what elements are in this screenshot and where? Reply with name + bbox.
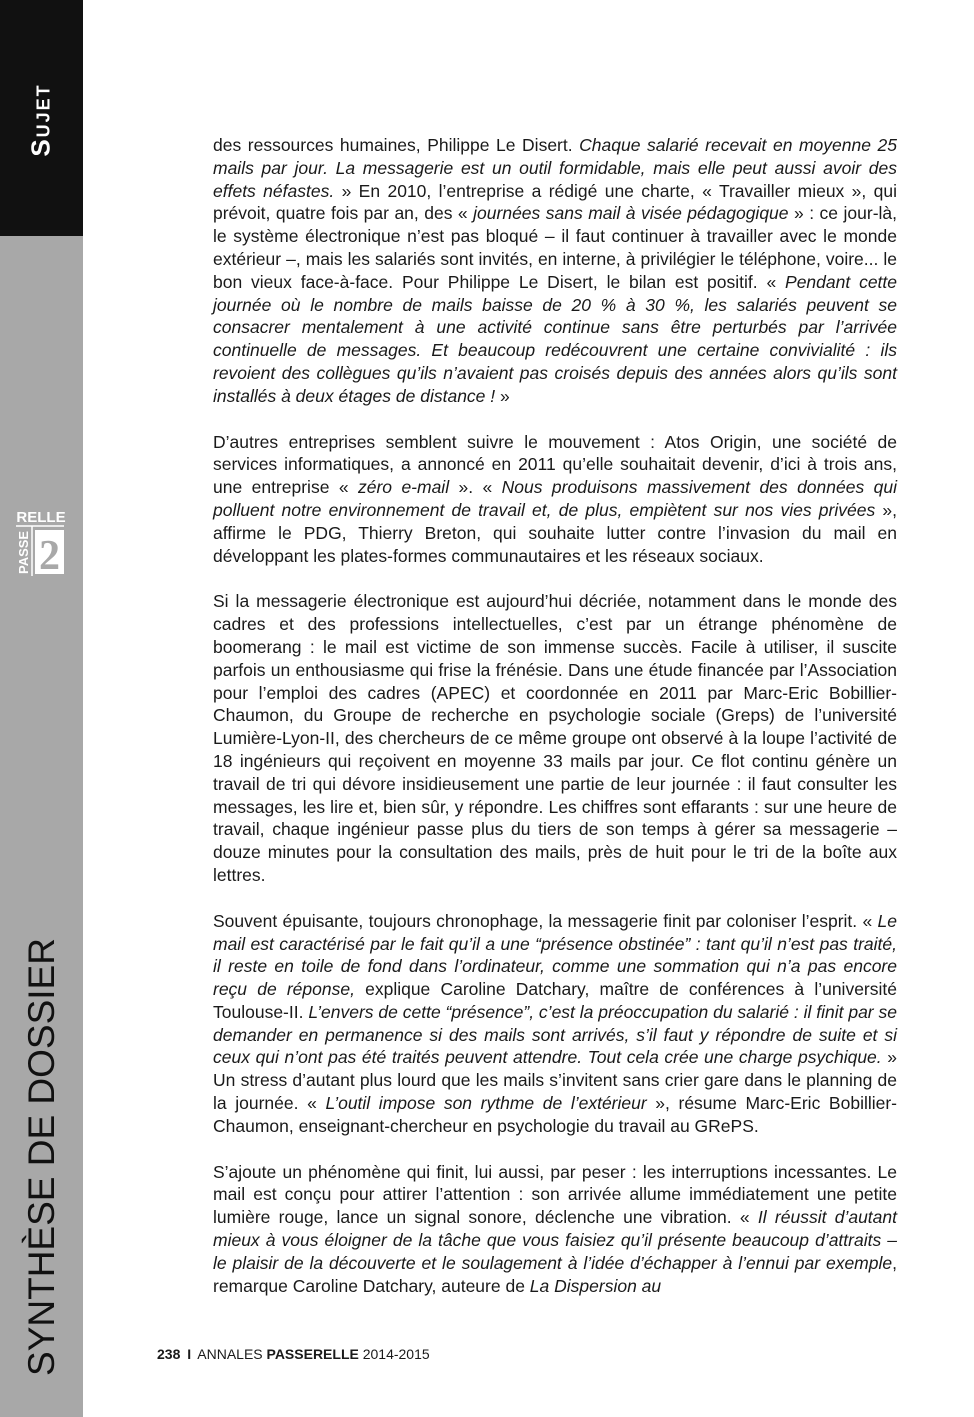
footer-prefix: ANNALES	[197, 1346, 267, 1362]
logo-text-side: PASSE	[16, 530, 31, 574]
footer-years: 2014-2015	[358, 1346, 430, 1362]
footer-brand: PASSERELLE	[266, 1346, 359, 1362]
paragraph	[213, 590, 897, 886]
text-run: » : ce jour-là, le système électronique n’est pas bloqué – il faut continuer à travailler avec le monde extérieur –, mais les salariés sont invités, en interne, à privilégier le téléphone, voire... le bon vieux face-à-face. Pour Philippe Le Disert, le bilan est positif. «	[213, 203, 898, 292]
text-run: »	[495, 385, 510, 406]
text-run: , remarque Caroline Datchary, auteure de	[213, 1252, 897, 1296]
text-run: » En 2010, l’entreprise a rédigé une charte, « Travailler mieux », qui prévoit, quatre fois par an, des «	[213, 180, 897, 224]
text-run: », affirme le PDG, Thierry Breton, qui souhaite lutter contre l’invasion du mail en développant les plates-formes communautaires et les réseaux sociaux.	[213, 499, 897, 566]
logo-number: 2	[39, 533, 60, 576]
italic-run: Chaque salarié recevait en moyenne 25 mails par jour. La messagerie est un outil formidable, mais elle peut aussi avoir des effets néfastes.	[213, 135, 897, 201]
paragraph	[213, 134, 897, 408]
section-type-label: Sujet	[25, 83, 56, 157]
italic-run: L’outil impose son rythme de l’extérieur	[325, 1093, 647, 1114]
italic-run: journées sans mail à visée pédagogique	[473, 203, 789, 224]
paragraph	[213, 1161, 897, 1298]
italic-run: Pendant cette journée où le nombre de mails baisse de 20 % à 30 %, les salariés peuvent se consacrer mentalement à une activité continue sans être perturbés par l’arrivée continuelle de messages. Et beaucoup redécouvrent une certaine convivialité : ils revoient des collègues qu’ils n’avaient pas croisés depuis des années alors qu’ils sont installés à deux étages de distance !	[213, 271, 898, 406]
text-run: S’ajoute un phénomène qui finit, lui aussi, par peser : les interruptions incessantes. Le mail est conçu pour attirer l’attention : son arrivée allume immédiatement une petite lumière rouge, lance un signal sonore, déclenche une vibration. «	[213, 1161, 897, 1228]
page-number: 238	[157, 1346, 181, 1362]
sidebar	[0, 0, 83, 1417]
text-run: explique Caroline Datchary, maître de conférences à l’université Toulouse-II.	[213, 979, 897, 1022]
italic-run: L’envers de cette “présence”, c’est la préoccupation du salarié : il finit par se demander en permanence si des mails sont arrivés, s’il faut y répondre de suite et si ceux qui n’ont pas été traités peuvent attendre. Tout cela crée une charge psychique.	[213, 1001, 897, 1068]
text-run: ». «	[449, 477, 502, 498]
italic-run: Il réussit d’autant mieux à vous éloigner de la tâche que vous faisiez qu’il présente beaucoup d’attraits – le plaisir de la découverte et le soulagement à l’idée d’échapper à l’ennui par exemple	[213, 1207, 897, 1273]
text-run: Souvent épuisante, toujours chronophage, la messagerie finit par coloniser l’esprit. «	[213, 910, 878, 931]
sidebar-header-block	[0, 0, 83, 236]
italic-run: zéro e-mail	[357, 477, 450, 498]
logo-text-top: RELLE	[16, 509, 66, 526]
text-run: Si la messagerie électronique est aujourd’hui décriée, notamment dans le monde des cadres et des professions intellectuelles, c’est par un étrange phénomène de boomerang : le mail est victime de son immense succès. Facile à utiliser, il suscite parfois un enthousiasme qui frise la frénésie. Dans une étude financée par l’Association pour l’emploi des cadres (APEC) et coordonnée en 2011 par Marc-Eric Bobillier-Chaumon, du Groupe de recherche en psychologie sociale (Greps) de l’université Lumière-Lyon-II, des chercheurs de ce même groupe ont observé à la loupe l’activité de 18 ingénieurs qui reçoivent en moyenne 33 mails par jour. Ce flot continu génère un travail de tri qui dévore insidieusement une partie de leur journée : il faut consulter les messages, les lire et, bien sûr, y répondre. Les chiffres sont effarants : sur une heure de travail, chaque ingénieur passe plus du tiers de son temps à gérer sa messagerie – douze minutes pour la consultation des mails, près de huit pour le tri de la boîte aux lettres.	[213, 591, 897, 885]
text-run: » Un stress d’autant plus lourd que les mails s’invitent sans crier gare dans le planning de la journée. «	[213, 1047, 897, 1114]
text-run: D’autres entreprises semblent suivre le mouvement : Atos Origin, une société de services informatiques, a annoncé en 2011 qu’elle souhaitait devenir, d’ici à trois ans, une entreprise «	[213, 431, 897, 498]
italic-run: Le mail est caractérisé par le fait qu’il a une “présence obstinée” : tant qu’il n’est pas traité, il reste en toile de fond dans l’ordinateur, comme une sommation qui n’a pas encore reçu de réponse,	[213, 910, 897, 1000]
passerelle-logo	[14, 506, 66, 576]
italic-run: Nous produisons massivement des données qui polluent notre environnement de travail et, de plus, empiètent sur nos vies privées	[213, 477, 897, 520]
paragraph	[213, 910, 897, 1138]
page-footer	[157, 1346, 430, 1362]
footer-separator: I	[187, 1346, 192, 1362]
text-run: des ressources humaines, Philippe Le Disert.	[213, 135, 580, 155]
paragraph	[213, 431, 897, 568]
italic-run: La Dispersion au	[529, 1275, 662, 1296]
article-body	[213, 134, 897, 1320]
text-run: », résume Marc-Eric Bobillier-Chaumon, enseignant-chercheur en psychologie du travail au GRePS.	[213, 1093, 898, 1136]
section-title-label: SYNTHÈSE DE DOSSIER	[21, 938, 62, 1376]
